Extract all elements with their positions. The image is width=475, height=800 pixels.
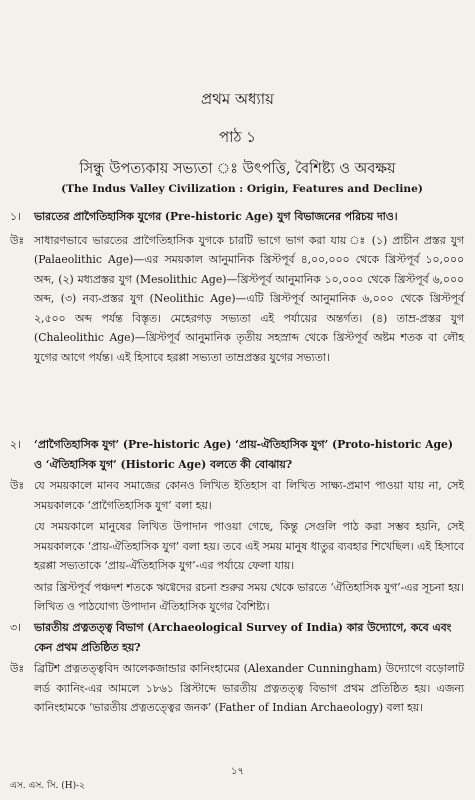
question-block-2: [10, 435, 464, 619]
answer-paragraph: আর খ্রিস্টপূর্ব পঞ্চদশ শতকে ঋগ্বেদের রচনা শুরুর সময় থেকে ভারতে ‘ঐতিহাসিক যুগ’-এর সূচনা হয়। লিখিত ও পাঠযোগ্য উপাদান ঐতিহাসিক যুগের বৈশিষ্ট্য।: [34, 580, 464, 613]
lesson-heading: পাঠ ১: [218, 128, 257, 146]
answer-mark: উঃ: [10, 662, 25, 675]
question-number: ১।: [10, 210, 21, 223]
title-english: (The Indus Valley Civilization : Origin, Features and Decline): [61, 183, 423, 195]
title-bengali: সিন্ধু উপত্যকায় সভ্যতা ঃ উৎপত্তি, বৈশিষ্ট্য ও অবক্ষয়: [79, 161, 396, 177]
page-number: ১৭: [231, 766, 244, 777]
answer-paragraph: ব্রিটিশ প্রত্নতত্ত্ববিদ আলেকজান্ডার কানিংহামের (Alexander Cunningham) উদ্যোগে বড়োলাট লর্ড ক্যানিং-এর আমলে ১৮৬১ খ্রিস্টাব্দে ভারতীয় প্রত্নতত্ত্ব বিভাগ প্রথম প্রতিষ্ঠিত হয়। এজন্য কানিংহামকে ‘ভারতীয় প্রত্নতত্ত্বের জনক’ (Father of Indian Archaeology) বলা হয়।: [34, 662, 464, 714]
question-number: ৩।: [10, 621, 21, 634]
question-text: ভারতের প্রাগৈতিহাসিক যুগের (Pre-historic Age) যুগ বিভাজনের পরিচয় দাও।: [34, 210, 398, 223]
answer-mark: উঃ: [10, 479, 25, 492]
answer-paragraph: সাধারণভাবে ভারতের প্রাগৈতিহাসিক যুগকে চারটি ভাগে ভাগ করা যায় ঃ (১) প্রাচীন প্রস্তর যুগ (Palaeolithic Age)—এর সময়কাল আনুমানিক খ্রিস্টপূর্ব ৪,০০,০০০ থেকে খ্রিস্টপূর্ব ১০,০০০ অব্দ, (২) মধ্যপ্রস্তর যুগ (Mesolithic Age)—খ্রিস্টপূর্ব আনুমানিক ১০,০০০ থেকে খ্রিস্টপূর্ব ৬,০০০ অব্দ, (৩) নব্য-প্রস্তর যুগ (Neolithic Age)—এটি খ্রিস্টপূর্ব আনুমানিক ৬,০০০ থেকে খ্রিস্টপূর্ব ২,৫০০ অব্দ পর্যন্ত বিস্তৃত। মেহেরগড় সভ্যতা এই পর্যায়ের অন্তর্গত। (৪) তাম্র-প্রস্তর যুগ (Chaleolithic Age)—খ্রিস্টপূর্ব আনুমানিক তৃতীয় সহস্রাব্দ থেকে খ্রিস্টপূর্ব অষ্টম শতক বা লৌহ যুগের আগে পর্যন্ত। এই হিসাবে হরপ্পা সভ্যতা তাম্রপ্রস্তর যুগের সভ্যতা।: [34, 233, 464, 364]
question-block-1: [10, 207, 464, 369]
question-text: ভারতীয় প্রত্নতত্ত্ব বিভাগ (Archaeological Survey of India) কার উদ্যোগে, কবে এবং কেন প্রথম প্রতিষ্ঠিত হয়?: [34, 621, 452, 654]
question-number: ২।: [10, 438, 21, 451]
question-text: ‘প্রাগৈতিহাসিক যুগ’ (Pre-historic Age) ‘প্রায়-ঐতিহাসিক যুগ’ (Proto-historic Age) ও ‘ঐতিহাসিক যুগ’ (Historic Age) বলতে কী বোঝায়?: [34, 438, 454, 471]
footer-code: এস. এস. সি. (H)-২: [10, 781, 86, 791]
answer-paragraph: যে সময়কালে মানুষের লিখিত উপাদান পাওয়া গেছে, কিন্তু সেগুলি পাঠ করা সম্ভব হয়নি, সেই সময়কালকে ‘প্রায়-ঐতিহাসিক যুগ’ বলা হয়। তবে এই সময় মানুষ ধাতুর ব্যবহার শিখেছিল। এই হিসাবে হরপ্পা সভ্যতাকে ‘প্রায়-ঐতিহাসিক যুগ’-এর পর্যায়ে ফেলা যায়।: [34, 520, 464, 572]
answer-paragraph: যে সময়কালে মানব সমাজের কোনও লিখিত ইতিহাস বা লিখিত সাক্ষ্য-প্রমাণ পাওয়া যায় না, সেই সময়কালকে ‘প্রাগৈতিহাসিক যুগ’ বলা হয়।: [34, 479, 464, 512]
question-block-3: [10, 618, 464, 720]
chapter-heading: প্রথম অধ্যায়: [201, 90, 274, 108]
answer-mark: উঃ: [10, 233, 25, 247]
